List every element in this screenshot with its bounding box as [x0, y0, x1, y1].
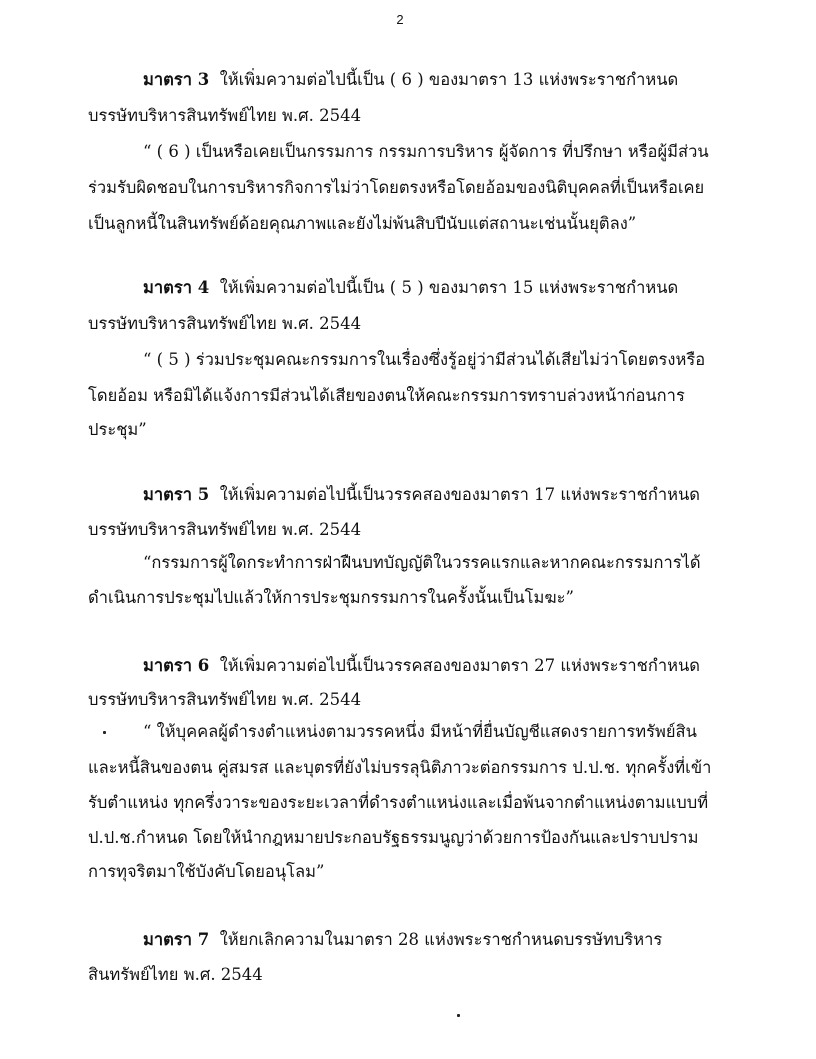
section-5-line-3: “กรรมการผู้ใดกระทำการฝ่าฝืนบทบัญญัติในวรรคแรกและหากคณะกรรมการได้ [143, 553, 701, 572]
section-5-line-1: ให้เพิ่มความต่อไปนี้เป็นวรรคสองของมาตรา 17 แห่งพระราชกำหนด [219, 485, 700, 504]
section-3-line-3: “ ( 6 ) เป็นหรือเคยเป็นกรรมการ กรรมการบริหาร ผู้จัดการ ที่ปรึกษา หรือผู้มีส่วน [143, 142, 709, 161]
section-5-line-4: ดำเนินการประชุมไปแล้วให้การประชุมกรรมการในครั้งนั้นเป็นโมฆะ” [88, 588, 574, 607]
section-6-line-4: และหนี้สินของตน คู่สมรส และบุตรที่ยังไม่บรรลุนิติภาวะต่อกรรมการ ป.ป.ช. ทุกครั้งที่เข้า [88, 758, 712, 777]
scan-speck [103, 731, 106, 734]
section-6-line-2: บรรษัทบริหารสินทรัพย์ไทย พ.ศ. 2544 [88, 690, 362, 709]
section-7-label: มาตรา 7 [143, 930, 210, 949]
section-5-line-2: บรรษัทบริหารสินทรัพย์ไทย พ.ศ. 2544 [88, 520, 362, 539]
scan-speck [457, 1014, 460, 1017]
section-4-line-4: โดยอ้อม หรือมิได้แจ้งการมีส่วนได้เสียของตนให้คณะกรรมการทราบล่วงหน้าก่อนการ [88, 386, 685, 405]
section-4-line-1: ให้เพิ่มความต่อไปนี้เป็น ( 5 ) ของมาตรา 15 แห่งพระราชกำหนด [219, 278, 679, 297]
section-6-label: มาตรา 6 [143, 656, 210, 675]
section-6-heading-line [143, 656, 700, 676]
section-3-heading-line [143, 70, 678, 90]
section-3-line-2: บรรษัทบริหารสินทรัพย์ไทย พ.ศ. 2544 [88, 106, 362, 125]
section-4-heading-line [143, 278, 678, 298]
section-6-line-5: รับตำแหน่ง ทุกครึ่งวาระของระยะเวลาที่ดำรงตำแหน่งและเมื่อพ้นจากตำแหน่งตามแบบที่ [88, 793, 709, 812]
section-6-line-6: ป.ป.ช.กำหนด โดยให้นำกฎหมายประกอบรัฐธรรมนูญว่าด้วยการป้องกันและปราบปราม [88, 828, 699, 847]
section-6-line-3: “ ให้บุคคลผู้ดำรงตำแหน่งตามวรรคหนึ่ง มีหน้าที่ยื่นบัญชีแสดงรายการทรัพย์สิน [143, 722, 697, 741]
section-6-line-7: การทุจริตมาใช้บังคับโดยอนุโลม” [88, 862, 325, 881]
page-number: 2 [396, 12, 404, 27]
section-6-line-1: ให้เพิ่มความต่อไปนี้เป็นวรรคสองของมาตรา 27 แห่งพระราชกำหนด [219, 656, 700, 675]
section-4-line-3: “ ( 5 ) ร่วมประชุมคณะกรรมการในเรื่องซึ่งรู้อยู่ว่ามีส่วนได้เสียไม่ว่าโดยตรงหรือ [143, 350, 706, 369]
section-4-label: มาตรา 4 [143, 278, 210, 297]
section-4-line-5: ประชุม” [88, 420, 147, 439]
section-3-line-1: ให้เพิ่มความต่อไปนี้เป็น ( 6 ) ของมาตรา 13 แห่งพระราชกำหนด [219, 70, 679, 89]
section-7-line-1: ให้ยกเลิกความในมาตรา 28 แห่งพระราชกำหนดบรรษัทบริหาร [219, 930, 663, 949]
section-3-line-5: เป็นลูกหนี้ในสินทรัพย์ด้อยคุณภาพและยังไม่พ้นสิบปีนับแต่สถานะเช่นนั้นยุติลง” [88, 214, 637, 233]
section-7-heading-line [143, 930, 662, 950]
section-4-line-2: บรรษัทบริหารสินทรัพย์ไทย พ.ศ. 2544 [88, 314, 362, 333]
section-3-line-4: ร่วมรับผิดชอบในการบริหารกิจการไม่ว่าโดยตรงหรือโดยอ้อมของนิติบุคคลที่เป็นหรือเคย [88, 178, 705, 197]
section-5-label: มาตรา 5 [143, 485, 210, 504]
section-3-label: มาตรา 3 [143, 70, 210, 89]
section-7-line-2: สินทรัพย์ไทย พ.ศ. 2544 [88, 965, 263, 984]
section-5-heading-line [143, 485, 700, 505]
